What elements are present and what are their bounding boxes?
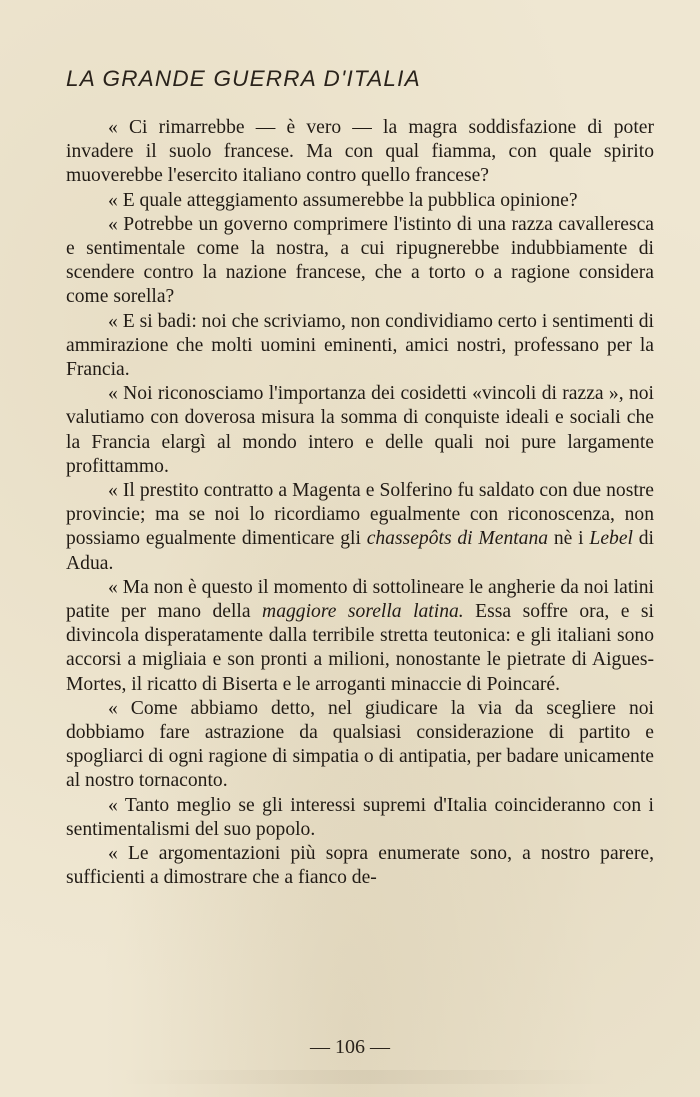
paragraph [66, 697, 654, 794]
text-run: « Noi riconosciamo l'importanza dei cosidetti «vincoli di razza », noi valutiamo con doverosa misura la somma di conquiste ideali e sociali che la Francia elargì al mondo intero e delle quali noi pure largamente profittammo. [66, 383, 654, 477]
page-number: — 106 — [310, 1036, 390, 1058]
paragraph [66, 576, 654, 697]
paragraph [66, 382, 654, 479]
paragraph [66, 842, 654, 890]
text-run: « Tanto meglio se gli interessi supremi d'Italia coincideranno con i sentimentalismi del suo popolo. [66, 794, 654, 840]
italic-run: Lebel [589, 528, 633, 550]
text-run: « E quale atteggiamento assumerebbe la pubblica opinione? [108, 189, 578, 211]
show-through-bleed [120, 1070, 620, 1084]
paragraph [66, 213, 654, 310]
text-run: Essa soffre ora, e si divincola disperatamente dalla terribile stretta teutonica: e gli italiani sono accorsi a migliaia e son pronti a milioni, nonostante le pietrate di Aigues-Mortes, il ricatto di Biserta e le arroganti minaccie di Poincaré. [66, 601, 655, 695]
paragraph [66, 479, 654, 576]
italic-run: chassepôts di Mentana [366, 528, 549, 550]
body-text [66, 116, 654, 891]
text-run: di Adua. [66, 528, 654, 574]
text-run: « Ci rimarrebbe — è vero — la magra soddisfazione di poter invadere il suolo francese. Ma con qual fiamma, con quale spirito muoverebbe l'esercito italiano contro quello francese? [66, 117, 654, 187]
text-run: « Come abbiamo detto, nel giudicare la via da scegliere noi dobbiamo fare astrazione da qualsiasi considerazione di partito e spogliarci di ogni ragione di simpatia o di antipatia, per badare unicamente al nostro tornaconto. [66, 697, 654, 792]
text-run: « Potrebbe un governo comprimere l'istinto di una razza cavalleresca e sentimentale come la nostra, a cui ripugnerebbe indubbiamente di scendere contro la nazione francese, che a torto o a ragione considera come sorella? [66, 213, 654, 308]
paragraph [66, 189, 654, 213]
italic-run: maggiore sorella latina. [262, 601, 464, 623]
running-head: LA GRANDE GUERRA D'ITALIA [66, 66, 421, 91]
text-run: nè i [548, 528, 590, 550]
text-run: « Ma non è questo il momento di sottolineare le angherie da noi latini patite per mano della [66, 576, 654, 623]
paragraph [66, 794, 654, 842]
paragraph [66, 116, 654, 189]
text-run: « Il prestito contratto a Magenta e Solferino fu saldato con due nostre provincie; ma se noi lo ricordiamo egualmente con riconoscenza, non possiamo egualmente dimenticare gli [66, 480, 654, 550]
paragraph [66, 310, 654, 383]
text-run: « Le argomentazioni più sopra enumerate sono, a nostro parere, sufficienti a dimostrare che a fianco de- [66, 843, 654, 889]
text-run: « E si badi: noi che scriviamo, non condividiamo certo i sentimenti di ammirazione che molti uomini eminenti, amici nostri, professano per la Francia. [66, 310, 654, 381]
